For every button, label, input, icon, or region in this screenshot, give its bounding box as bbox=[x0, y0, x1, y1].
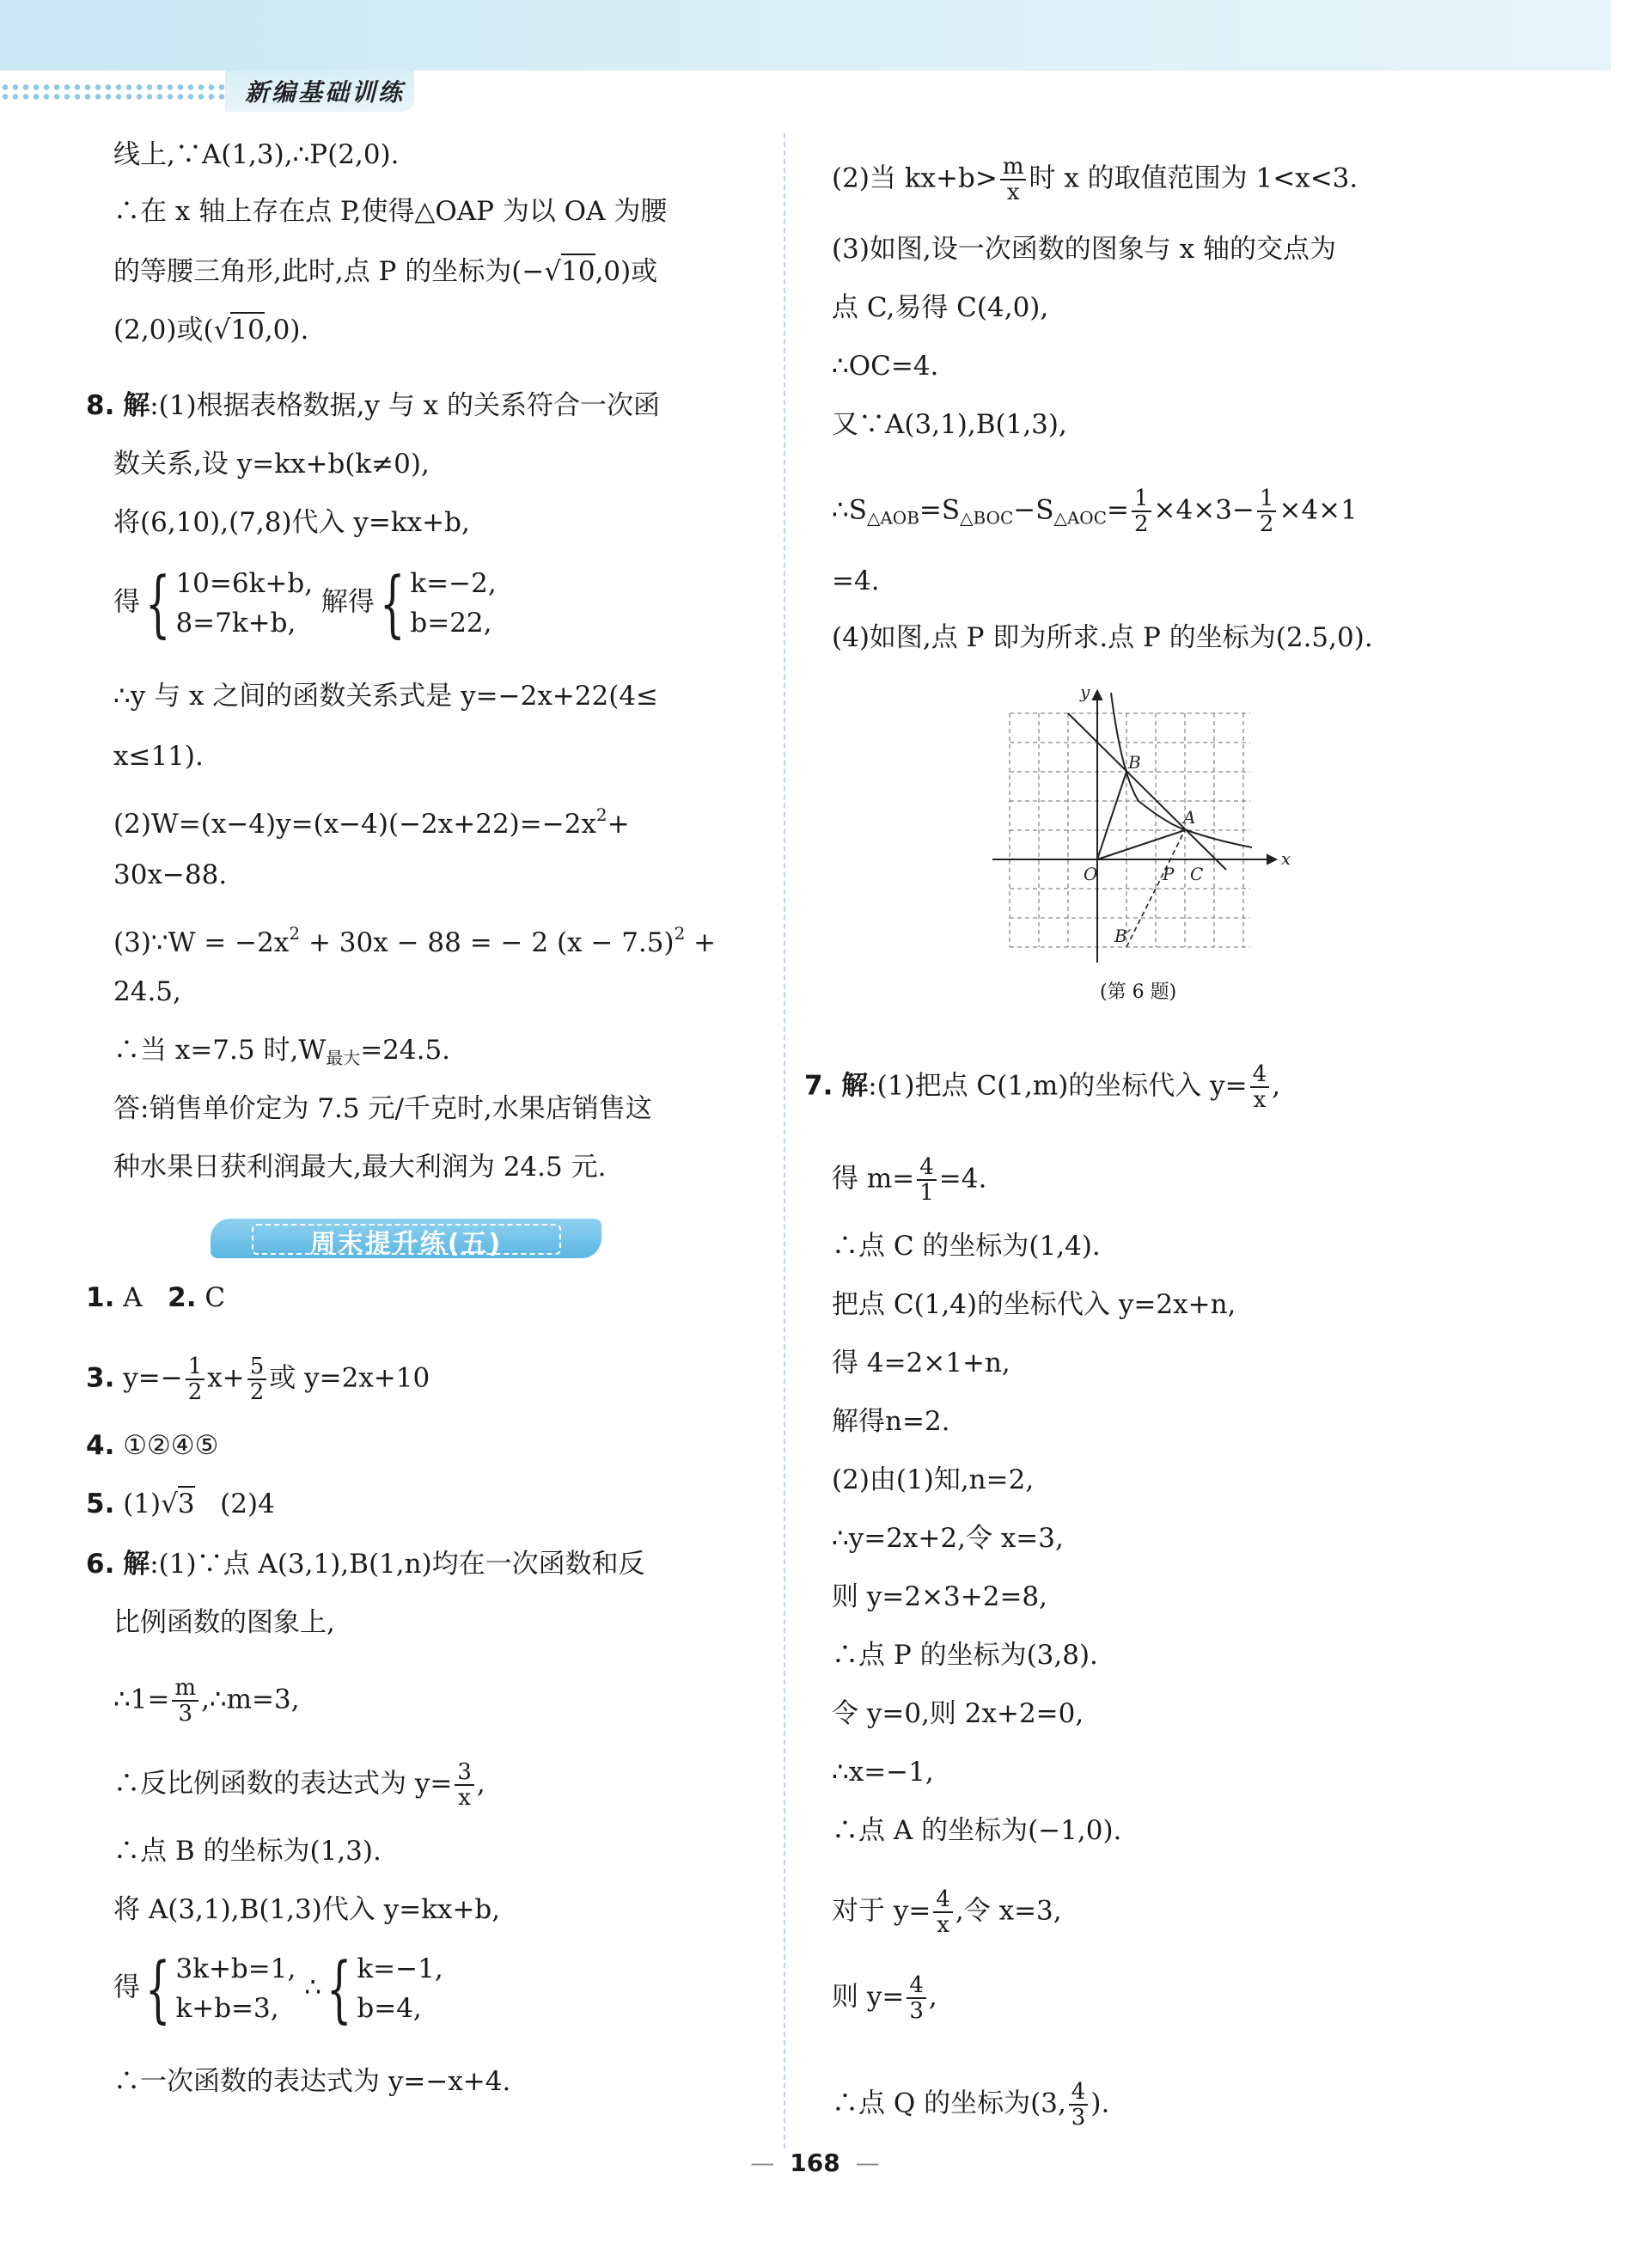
text-line: 将(6,10),(7,8)代入 y=kx+b, bbox=[113, 507, 470, 538]
text-line: (2)由(1)知,n=2, bbox=[832, 1464, 1035, 1495]
label-B: B bbox=[1128, 752, 1141, 773]
section-title: 周末提升练(五) bbox=[309, 1229, 503, 1259]
text-line: (4)如图,点 P 即为所求.点 P 的坐标为(2.5,0). bbox=[832, 622, 1373, 653]
text-line: ∴点 C 的坐标为(1,4). bbox=[832, 1231, 1101, 1262]
answers-1-2: 1. A 2. C bbox=[86, 1282, 226, 1313]
text-line: 线上,∵A(1,3),∴P(2,0). bbox=[113, 139, 400, 170]
text-line: $\therefore S_{\triangle AOB}=S_{\triangle BOC}-S_{\triangle AOC}=$ $\frac{1}{2}$ ×4×3− $\frac{1}{2}$ ×4×1 bbox=[832, 486, 1358, 537]
text-line: ∴当 x=7.5 时$,W_{最大}=24.5$. bbox=[113, 1035, 451, 1068]
text-line: (2)当 kx+b> $\frac{m}{x}$ 时 x 的取值范围为 1<x<3. bbox=[832, 154, 1358, 205]
text-line: (2,0)或(√10,0). bbox=[113, 313, 308, 347]
question-7-line: 7. 解:(1)把点 C(1,m)的坐标代入 y= $\frac{4}{x}$ , bbox=[804, 1061, 1281, 1113]
page-footer: — 168 — bbox=[750, 2149, 880, 2177]
text-line: ∴OC=4. bbox=[832, 351, 939, 382]
line-y-neg-x-plus-4 bbox=[1068, 713, 1226, 870]
header-band bbox=[0, 0, 1611, 70]
text-line: 的等腰三角形,此时,点 P 的坐标为(−√10,0)或 bbox=[113, 254, 657, 289]
segment-OA bbox=[1097, 830, 1185, 859]
text-line: ∴y=2x+2,令 x=3, bbox=[832, 1523, 1064, 1554]
text-line: ∴一次函数的表达式为 y=−x+4. bbox=[113, 2066, 511, 2097]
text-line: 点 C,易得 C(4,0), bbox=[832, 292, 1049, 323]
text-line: =4. bbox=[832, 565, 880, 596]
coordinate-figure bbox=[984, 679, 1302, 971]
label-P: P bbox=[1163, 864, 1175, 884]
text-line: 解得n=2. bbox=[832, 1406, 950, 1437]
section-banner bbox=[211, 1219, 601, 1258]
label-y: y bbox=[1080, 682, 1090, 702]
text-line: ∴点 P 的坐标为(3,8). bbox=[832, 1640, 1098, 1671]
figure-caption: (第 6 题) bbox=[1100, 981, 1177, 1003]
answer-3: 3. y=− $\frac{1}{2}$ x+ $\frac{5}{2}$ 或 y=2x+10 bbox=[86, 1354, 430, 1405]
book-title: 新编基础训练 bbox=[245, 78, 406, 107]
label-x: x bbox=[1281, 848, 1291, 869]
text-line: ∴点 B 的坐标为(1,3). bbox=[113, 1836, 382, 1867]
answer-4: 4. ①②④⑤ bbox=[86, 1430, 219, 1461]
column-divider bbox=[784, 133, 785, 2149]
question-8-line: 8. 解:(1)根据表格数据,y 与 x 的关系符合一次函 bbox=[86, 390, 660, 421]
text-line: 得 m= $\frac{4}{1}$ =4. bbox=[832, 1154, 987, 1206]
text-line: 又∵A(3,1),B(1,3), bbox=[832, 409, 1067, 440]
label-A: A bbox=[1183, 807, 1196, 828]
text-line: (3)∵W = $-2x^2 + 30x - 88$ = − 2 $(x - 7.5)^2$ + bbox=[113, 923, 717, 958]
text-line: 种水果日获利润最大,最大利润为 24.5 元. bbox=[113, 1152, 607, 1183]
text-line: (3)如图,设一次函数的图象与 x 轴的交点为 bbox=[832, 234, 1336, 265]
page-number: 168 bbox=[790, 2149, 840, 2177]
label-O: O bbox=[1084, 864, 1098, 884]
text-line: 把点 C(1,4)的坐标代入 y=2x+n, bbox=[832, 1289, 1236, 1320]
equation-system-line: 得{ 3k+b=1, k+b=3, ∴{ k=−1, b=4, bbox=[113, 1947, 443, 2031]
text-line: ∴1= $\frac{m}{3}$ ,∴m=3, bbox=[113, 1675, 300, 1727]
text-line: 得 4=2×1+n, bbox=[832, 1348, 1010, 1379]
text-line: ∴y 与 x 之间的函数关系式是 y=−2x+22(4≤ bbox=[113, 681, 659, 712]
text-line: $(2)W=(x-4)y=(x-4)(-2x+22)=-2x^2+$ bbox=[113, 804, 630, 840]
x-axis-arrow bbox=[1267, 855, 1276, 864]
text-line: 则 y= $\frac{4}{3}$ , bbox=[832, 1972, 937, 2024]
text-line: 令 y=0,则 2x+2=0, bbox=[832, 1698, 1084, 1729]
text-line: 则 y=2×3+2=8, bbox=[832, 1581, 1048, 1612]
text-line: 答:销售单价定为 7.5 元/千克时,水果店销售这 bbox=[113, 1093, 652, 1124]
text-line: ∴反比例函数的表达式为 y= $\frac{3}{x}$ , bbox=[113, 1759, 485, 1811]
label-B-prime: B′ bbox=[1114, 926, 1132, 946]
text-line: 数关系,设 y=kx+b(k≠0), bbox=[113, 449, 430, 480]
text-line: 将 A(3,1),B(1,3)代入 y=kx+b, bbox=[113, 1894, 501, 1925]
label-C: C bbox=[1190, 864, 1204, 884]
segment-OB bbox=[1097, 772, 1126, 859]
text-line: 24.5, bbox=[113, 976, 181, 1007]
equation-system-line: 得{ 10=6k+b, 8=7k+b, 解得{ k=−2, b=22, bbox=[113, 561, 497, 645]
text-line: ∴点 Q 的坐标为(3, $\frac{4}{3}$ ). bbox=[832, 2079, 1110, 2130]
text-line: 比例函数的图象上, bbox=[113, 1607, 335, 1638]
y-axis-arrow bbox=[1093, 691, 1102, 700]
header-dot-pattern bbox=[0, 83, 225, 101]
question-6-line: 6. 解:(1)∵点 A(3,1),B(1,n)均在一次函数和反 bbox=[86, 1549, 645, 1580]
text-line: x≤11). bbox=[113, 741, 204, 772]
text-line: 对于 y= $\frac{4}{x}$ ,令 x=3, bbox=[832, 1886, 1062, 1938]
text-line: ∴x=−1, bbox=[832, 1757, 934, 1788]
answer-5: 5. (1)√3 (2)4 bbox=[86, 1487, 275, 1521]
text-line: 30x−88. bbox=[113, 859, 228, 890]
text-line: ∴点 A 的坐标为(−1,0). bbox=[832, 1815, 1122, 1846]
grid-lines bbox=[1010, 713, 1250, 947]
text-line: ∴在 x 轴上存在点 P,使得△OAP 为以 OA 为腰 bbox=[113, 196, 668, 227]
